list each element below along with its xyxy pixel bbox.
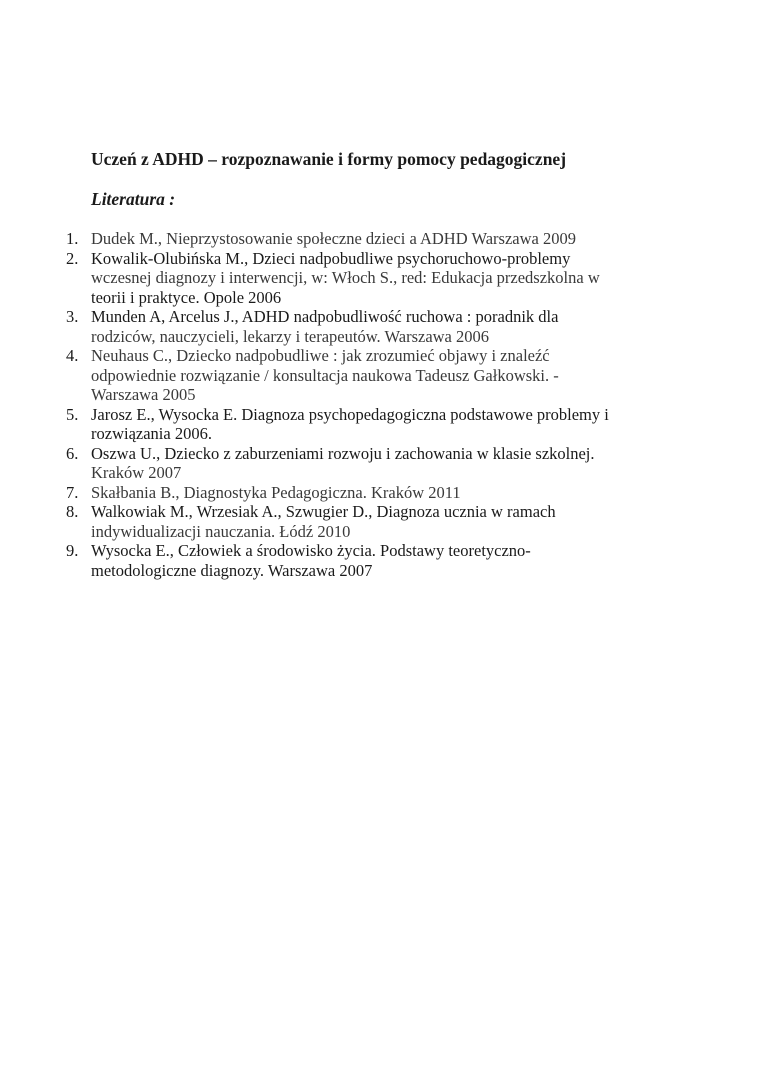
item-line: indywidualizacji nauczania. Łódź 2010: [91, 521, 351, 541]
item-number: 7.: [66, 482, 79, 502]
item-line: Walkowiak M., Wrzesiak A., Szwugier D., Diagnoza ucznia w ramach: [91, 502, 556, 521]
item-line: Jarosz E., Wysocka E. Diagnoza psychopedagogiczna podstawowe problemy i: [91, 404, 609, 424]
item-number: 6.: [66, 443, 79, 463]
bibliography-item: [0, 405, 670, 444]
bibliography-item: [0, 346, 670, 405]
bibliography-item: [0, 541, 670, 580]
item-line: Skałbania B., Diagnostyka Pedagogiczna. Kraków 2011: [91, 482, 461, 502]
item-number: 8.: [66, 502, 79, 521]
bibliography-item: [0, 483, 670, 503]
item-line: Warszawa 2005: [91, 385, 196, 404]
bibliography-item: [0, 307, 670, 346]
item-line: teorii i praktyce. Opole 2006: [91, 287, 282, 307]
item-line: Wysocka E., Człowiek a środowisko życia. Podstawy teoretyczno-: [91, 541, 531, 560]
document-title: Uczeń z ADHD – rozpoznawanie i formy pomocy pedagogicznej: [91, 149, 567, 169]
literature-heading: Literatura :: [91, 189, 176, 209]
bibliography-item: [0, 502, 670, 541]
bibliography-item: [0, 444, 670, 483]
item-line: wczesnej diagnozy i interwencji, w: Włoch S., red: Edukacja przedszkolna w: [91, 268, 600, 287]
item-number: 3.: [66, 307, 79, 326]
bibliography-item: [0, 249, 670, 308]
item-line: metodologiczne diagnozy. Warszawa 2007: [91, 560, 373, 580]
item-number: 9.: [66, 541, 79, 560]
item-number: 2.: [66, 248, 79, 268]
item-line: rodziców, nauczycieli, lekarzy i terapeutów. Warszawa 2006: [91, 326, 490, 346]
item-line: Neuhaus C., Dziecko nadpobudliwe : jak zrozumieć objawy i znaleźć: [91, 346, 550, 365]
item-line: Dudek M., Nieprzystosowanie społeczne dzieci a ADHD Warszawa 2009: [91, 229, 576, 248]
item-line: Kraków 2007: [91, 463, 182, 482]
item-number: 1.: [66, 229, 79, 248]
item-line: rozwiązania 2006.: [91, 424, 212, 443]
item-number: 4.: [66, 346, 79, 365]
item-line: Kowalik-Olubińska M., Dzieci nadpobudliwe psychoruchowo-problemy: [91, 248, 571, 268]
bibliography-item: [0, 229, 670, 249]
item-line: Oszwa U., Dziecko z zaburzeniami rozwoju i zachowania w klasie szkolnej.: [91, 443, 595, 463]
item-line: Munden A, Arcelus J., ADHD nadpobudliwość ruchowa : poradnik dla: [91, 307, 559, 326]
item-line: odpowiednie rozwiązanie / konsultacja naukowa Tadeusz Gałkowski. -: [91, 365, 559, 385]
bibliography-list: [0, 229, 670, 580]
item-number: 5.: [66, 404, 79, 424]
